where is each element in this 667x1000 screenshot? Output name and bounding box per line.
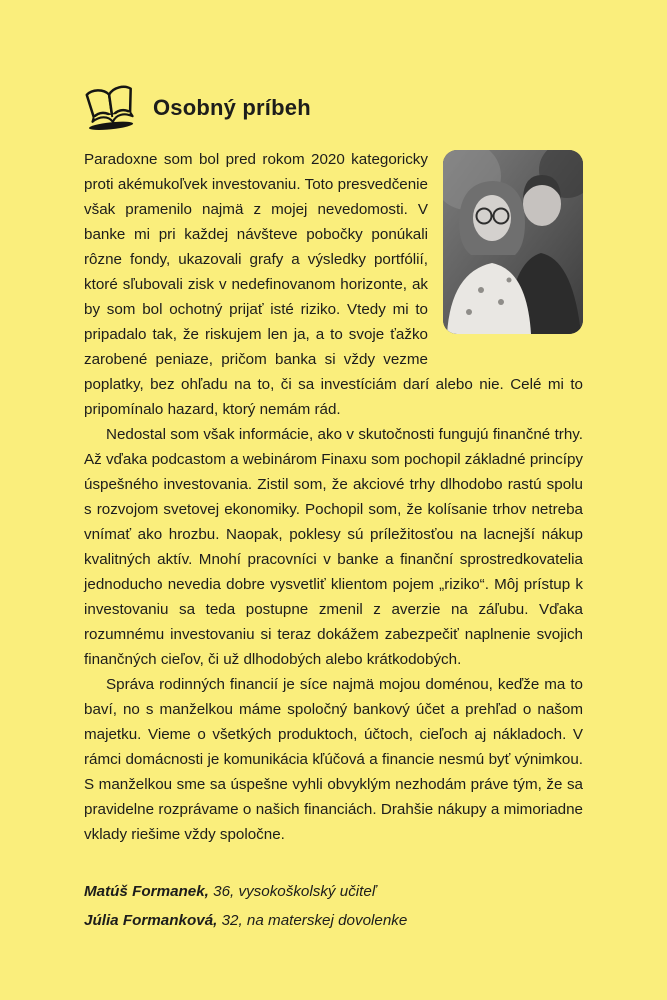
couple-photo (443, 150, 583, 334)
author-details-1: 36, vysokoškolský učiteľ (213, 883, 377, 900)
author-details-2: 32, na materskej dovolenke (221, 912, 408, 929)
open-book-icon (84, 84, 138, 132)
story-paragraph-1: Paradoxne som bol pred rokom 2020 kategoricky proti akémukoľvek investovaniu. Toto presvedčenie však pramenilo najmä z mojej nevedomosti. V banke mi pri každej návšteve pobočky ponúkali rôzne fondy, ukazovali grafy a výsledky portfólií, ktoré sľubovali zisk v nedefinovanom horizonte, ak by som bol ochotný prijať isté riziko. Vtedy mi to pripadalo tak, že riskujem len ja, a to svoje ťažko zarobené peniaze, pričom banka si vždy vezme poplatky, bez ohľadu na to, či sa investíciám darí alebo nie. Celé mi to pripomínalo hazard, ktorý nemám rád. (84, 151, 583, 418)
section-header (84, 84, 583, 132)
authors-block (84, 877, 583, 935)
story-paragraph-2: Nedostal som však informácie, ako v skutočnosti fungujú finančné trhy. Až vďaka podcastom a webinárom Finaxu som pochopil základné princípy úspešného investovania. Zistil som, že akciové trhy dlhodobo rastú spolu s rozvojom svetovej ekonomiky. Pochopil som, že kolísanie trhov netreba vnímať ako hrozbu. Naopak, poklesy sú príležitosťou na lacnejší nákup kvalitných aktív. Mnohí pracovníci v banke a finanční sprostredkovatelia jednoducho nevedia dobre vysvetliť klientom pojem „riziko“. Môj prístup k investovaniu sa teda postupne zmenil z averzie na záľubu. Vďaka rozumnému investovaniu si teraz dokážem zabezpečiť naplnenie svojich finančných cieľov, či už dlhodobých alebo krátkodobých. (84, 426, 583, 668)
author-line-2 (84, 906, 583, 935)
story-text (84, 147, 583, 847)
author-name-2: Júlia Formanková, (84, 912, 218, 929)
author-line-1 (84, 877, 583, 906)
section-title: Osobný príbeh (153, 95, 311, 120)
story-paragraph-3: Správa rodinných financií je síce najmä mojou doménou, keďže ma to baví, no s manželkou máme spoločný bankový účet a prehľad o našom majetku. Vieme o všetkých produktoch, účtoch, cieľoch aj nákladoch. V rámci domácnosti je komunikácia kľúčová a financie nesmú byť výnimkou. S manželkou sme sa úspešne vyhli obvyklým nezhodám práve tým, že sa pravidelne rozprávame o našich financiách. Drahšie nákupy a mimoriadne vklady riešime vždy spoločne. (84, 676, 583, 843)
author-name-1: Matúš Formanek, (84, 883, 209, 900)
